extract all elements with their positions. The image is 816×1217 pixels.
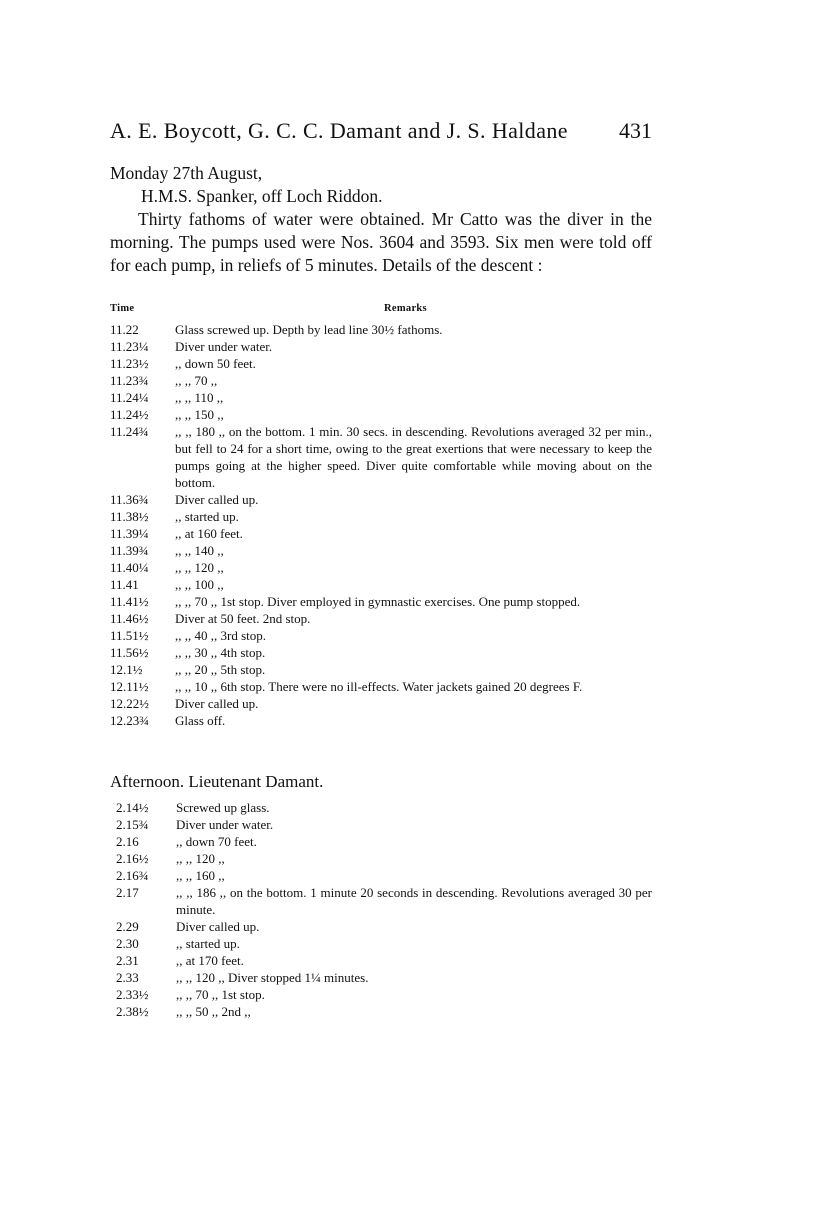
log-remark: ,, ,, 186 ,, on the bottom. 1 minute 20 seconds in descending. Revolutions averaged 30 per minute. bbox=[176, 885, 652, 917]
log-remark: ,, ,, 110 ,, bbox=[175, 390, 224, 405]
log-remark: ,, ,, 30 ,, 4th stop. bbox=[175, 645, 266, 660]
time-column-header: Time bbox=[110, 303, 135, 314]
log-time: 11.41 bbox=[110, 577, 139, 592]
log-row bbox=[110, 627, 652, 644]
log-row bbox=[110, 423, 652, 491]
log-time: 2.31 bbox=[116, 953, 139, 968]
log-time: 11.22 bbox=[110, 322, 139, 337]
log-row bbox=[110, 593, 652, 610]
morning-log-table bbox=[110, 321, 652, 729]
log-row bbox=[110, 559, 652, 576]
log-row bbox=[110, 406, 652, 423]
log-remark: ,, ,, 50 ,, 2nd ,, bbox=[176, 1004, 251, 1019]
log-time: 11.24¼ bbox=[110, 390, 149, 405]
log-row bbox=[110, 799, 652, 816]
log-row bbox=[110, 986, 652, 1003]
log-time: 11.39¼ bbox=[110, 526, 149, 541]
log-row bbox=[110, 1003, 652, 1020]
log-remark: ,, at 170 feet. bbox=[176, 953, 244, 968]
log-time: 2.16 bbox=[116, 834, 139, 849]
log-remark: ,, ,, 10 ,, 6th stop. There were no ill-effects. Water jackets gained 20 degrees F. bbox=[175, 679, 583, 694]
log-time: 2.29 bbox=[116, 919, 139, 934]
log-time: 11.51½ bbox=[110, 628, 149, 643]
log-time: 11.40¼ bbox=[110, 560, 149, 575]
log-remark: ,, ,, 120 ,, Diver stopped 1¼ minutes. bbox=[176, 970, 369, 985]
log-remark: ,, ,, 120 ,, bbox=[175, 560, 224, 575]
log-remark: Diver under water. bbox=[176, 817, 274, 832]
log-remark: ,, ,, 140 ,, bbox=[175, 543, 224, 558]
log-remark: ,, started up. bbox=[175, 509, 239, 524]
log-time: 11.23¾ bbox=[110, 373, 149, 388]
log-time: 2.16¾ bbox=[116, 868, 149, 883]
log-remark: Screwed up glass. bbox=[176, 800, 270, 815]
log-time: 11.24½ bbox=[110, 407, 149, 422]
log-remark: ,, ,, 180 ,, on the bottom. 1 min. 30 secs. in descending. Revolutions averaged 32 per min., but fell to 24 for a short time, owing to the great exertions that were necessary to keep the pumps going at the higher speed. Diver quite comfortable while moving about on the bottom. bbox=[175, 424, 652, 490]
log-time: 2.33 bbox=[116, 970, 139, 985]
log-time: 11.46½ bbox=[110, 611, 149, 626]
log-remark: ,, ,, 40 ,, 3rd stop. bbox=[175, 628, 266, 643]
log-row bbox=[110, 610, 652, 627]
log-row bbox=[110, 816, 652, 833]
log-row bbox=[110, 389, 652, 406]
log-remark: ,, ,, 70 ,, bbox=[175, 373, 218, 388]
log-row bbox=[110, 372, 652, 389]
log-time: 2.30 bbox=[116, 936, 139, 951]
log-row bbox=[110, 542, 652, 559]
log-time: 11.24¾ bbox=[110, 424, 149, 439]
log-time: 11.36¾ bbox=[110, 492, 149, 507]
log-row bbox=[110, 644, 652, 661]
log-row bbox=[110, 661, 652, 678]
log-row bbox=[110, 355, 652, 372]
log-time: 2.33½ bbox=[116, 987, 149, 1002]
log-remark: ,, ,, 70 ,, 1st stop. Diver employed in gymnastic exercises. One pump stopped. bbox=[175, 594, 581, 609]
date-line: Monday 27th August, bbox=[110, 163, 263, 183]
log-remark: Diver called up. bbox=[176, 919, 260, 934]
log-remark: Glass off. bbox=[175, 713, 226, 728]
log-row bbox=[110, 969, 652, 986]
log-remark: ,, ,, 100 ,, bbox=[175, 577, 224, 592]
log-remark: Diver under water. bbox=[175, 339, 273, 354]
log-row bbox=[110, 576, 652, 593]
log-time: 11.39¾ bbox=[110, 543, 149, 558]
log-row bbox=[110, 491, 652, 508]
log-row bbox=[110, 850, 652, 867]
log-row bbox=[110, 678, 652, 695]
remarks-column-header: Remarks bbox=[384, 303, 427, 314]
log-row bbox=[110, 712, 652, 729]
log-row bbox=[110, 321, 652, 338]
page-number: 431 bbox=[619, 118, 652, 143]
log-time: 12.22½ bbox=[110, 696, 149, 711]
log-row bbox=[110, 508, 652, 525]
log-row bbox=[110, 833, 652, 850]
location-line: H.M.S. Spanker, off Loch Riddon. bbox=[141, 186, 383, 206]
log-remark: ,, ,, 20 ,, 5th stop. bbox=[175, 662, 266, 677]
log-time: 11.23½ bbox=[110, 356, 149, 371]
log-time: 2.38½ bbox=[116, 1004, 149, 1019]
log-row bbox=[110, 918, 652, 935]
log-row bbox=[110, 884, 652, 918]
log-time: 12.1½ bbox=[110, 662, 143, 677]
log-remark: ,, down 50 feet. bbox=[175, 356, 256, 371]
log-time: 2.14½ bbox=[116, 800, 149, 815]
log-time: 2.16½ bbox=[116, 851, 149, 866]
intro-paragraph: Thirty fathoms of water were obtained. Mr Catto was the diver in the morning. The pumps used were Nos. 3604 and 3593. Six men were told off for each pump, in reliefs of 5 minutes. Details of the descent : bbox=[110, 209, 652, 275]
log-remark: Glass screwed up. Depth by lead line 30½ fathoms. bbox=[175, 322, 443, 337]
log-time: 12.23¾ bbox=[110, 713, 149, 728]
log-remark: ,, ,, 150 ,, bbox=[175, 407, 224, 422]
log-time: 11.38½ bbox=[110, 509, 149, 524]
intro-section bbox=[110, 162, 652, 277]
afternoon-heading: Afternoon. Lieutenant Damant. bbox=[110, 772, 324, 791]
log-row bbox=[110, 935, 652, 952]
log-time: 11.56½ bbox=[110, 645, 149, 660]
log-time: 2.17 bbox=[116, 885, 139, 900]
log-remark: ,, at 160 feet. bbox=[175, 526, 243, 541]
log-time: 2.15¾ bbox=[116, 817, 149, 832]
log-remark: ,, ,, 160 ,, bbox=[176, 868, 225, 883]
log-remark: ,, ,, 120 ,, bbox=[176, 851, 225, 866]
running-header-authors: A. E. Boycott, G. C. C. Damant and J. S. Haldane bbox=[110, 118, 568, 143]
log-time: 12.11½ bbox=[110, 679, 149, 694]
log-remark: ,, down 70 feet. bbox=[176, 834, 257, 849]
running-header bbox=[110, 118, 652, 148]
log-remark: ,, ,, 70 ,, 1st stop. bbox=[176, 987, 265, 1002]
log-row bbox=[110, 525, 652, 542]
log-time: 11.23¼ bbox=[110, 339, 149, 354]
log-remark: Diver at 50 feet. 2nd stop. bbox=[175, 611, 311, 626]
log-row bbox=[110, 695, 652, 712]
log-time: 11.41½ bbox=[110, 594, 149, 609]
log-row bbox=[110, 952, 652, 969]
log-row bbox=[110, 338, 652, 355]
log-row bbox=[110, 867, 652, 884]
log-remark: Diver called up. bbox=[175, 492, 259, 507]
log-remark: ,, started up. bbox=[176, 936, 240, 951]
log-remark: Diver called up. bbox=[175, 696, 259, 711]
afternoon-log-table bbox=[110, 799, 652, 1020]
